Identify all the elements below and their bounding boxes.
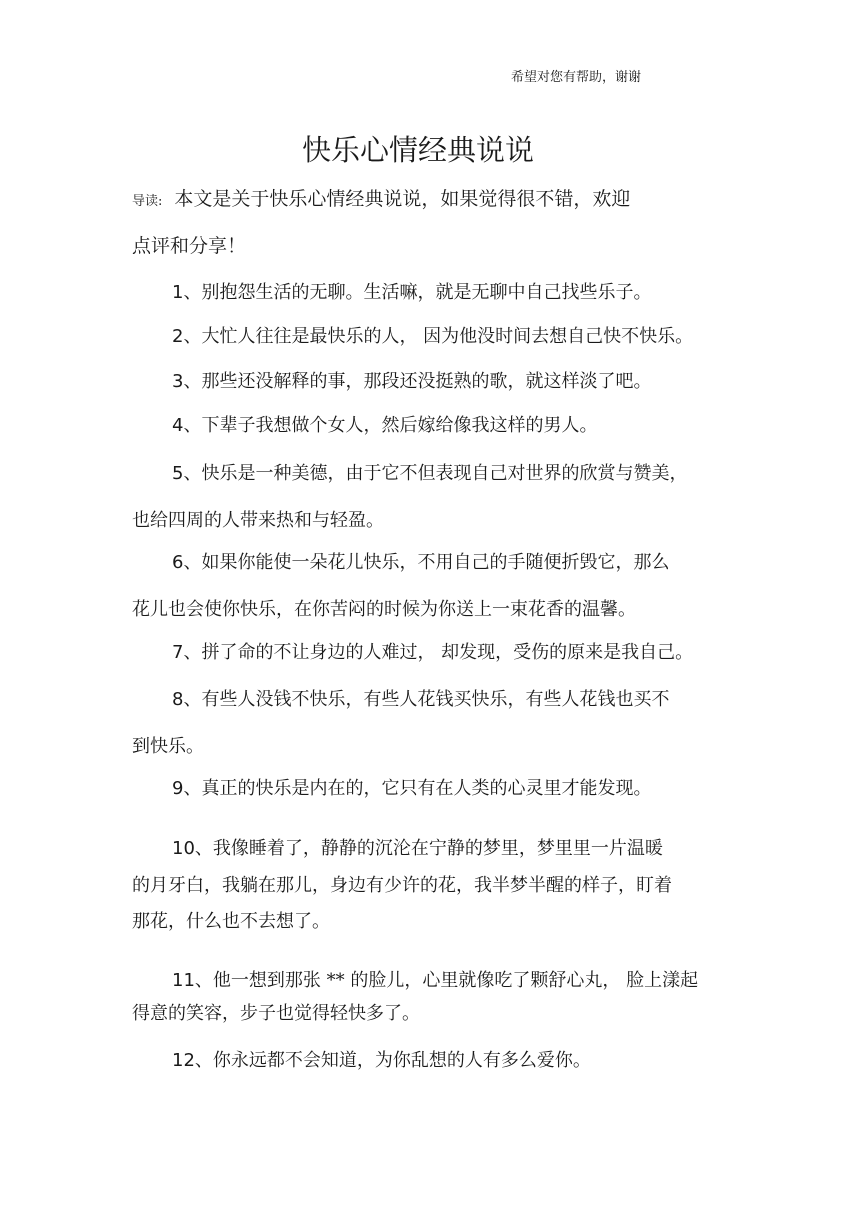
list-item xyxy=(172,411,597,437)
item-number: 11 xyxy=(172,970,195,991)
intro-first-line xyxy=(132,184,630,211)
item-text: 、我像睡着了，静静的沉沦在宁静的梦里，梦里里一片温暖 xyxy=(194,838,663,859)
item-text: 、别抱怨生活的无聊。生活嘛，就是无聊中自己找些乐子。 xyxy=(183,282,652,303)
intro-text: 本文是关于快乐心情经典说说，如果觉得很不错，欢迎 xyxy=(174,188,631,210)
item-text: 、快乐是一种美德，由于它不但表现自己对世界的欣赏与赞美， xyxy=(183,463,688,484)
list-item xyxy=(172,548,669,574)
list-item-continuation: 得意的笑容，步子也觉得轻快多了。 xyxy=(132,1003,420,1024)
item-number: 4 xyxy=(172,415,184,436)
item-text: 、你永远都不会知道，为你乱想的人有多么爱你。 xyxy=(194,1050,591,1071)
item-number: 7 xyxy=(172,642,184,663)
list-item-continuation: 也给四周的人带来热和与轻盈。 xyxy=(132,510,384,531)
list-item xyxy=(172,278,651,304)
item-number: 12 xyxy=(172,1050,195,1071)
item-text: 、大忙人往往是最快乐的人， 因为他没时间去想自己快不快乐。 xyxy=(183,326,694,347)
list-item xyxy=(172,774,651,800)
list-item xyxy=(172,322,693,348)
intro-second-line: 点评和分享！ xyxy=(132,235,247,257)
list-item-continuation: 到快乐。 xyxy=(132,736,204,757)
list-item xyxy=(172,638,693,664)
list-item xyxy=(172,685,669,711)
intro-label: 导读: xyxy=(132,194,163,209)
list-item xyxy=(172,966,698,992)
page-title: 快乐心情经典说说 xyxy=(301,133,534,167)
list-item xyxy=(172,1046,591,1072)
item-number: 8 xyxy=(172,689,184,710)
list-item-continuation: 那花，什么也不去想了。 xyxy=(132,911,330,932)
list-item-continuation: 花儿也会使你快乐，在你苦闷的时候为你送上一束花香的温馨。 xyxy=(132,599,636,620)
item-text: 、如果你能使一朵花儿快乐，不用自己的手随便折毁它，那么 xyxy=(183,552,670,573)
item-text: 、下辈子我想做个女人，然后嫁给像我这样的男人。 xyxy=(183,415,598,436)
item-text: 、他一想到那张 ** 的脸儿，心里就像吃了颗舒心丸， 脸上漾起 xyxy=(194,970,699,991)
item-text: 、那些还没解释的事，那段还没挺熟的歌，就这样淡了吧。 xyxy=(183,371,652,392)
item-number: 5 xyxy=(172,463,184,484)
item-number: 3 xyxy=(172,371,184,392)
item-number: 6 xyxy=(172,552,184,573)
list-item xyxy=(172,367,651,393)
item-text: 、有些人没钱不快乐，有些人花钱买快乐，有些人花钱也买不 xyxy=(183,689,670,710)
list-item-continuation: 的月牙白，我躺在那儿，身边有少许的花，我半梦半醒的样子，盯着 xyxy=(132,875,672,896)
item-text: 、真正的快乐是内在的，它只有在人类的心灵里才能发现。 xyxy=(183,778,652,799)
item-number: 1 xyxy=(172,282,184,303)
item-number: 2 xyxy=(172,326,184,347)
list-item xyxy=(172,459,687,485)
list-item xyxy=(172,834,663,860)
item-number: 9 xyxy=(172,778,184,799)
item-number: 10 xyxy=(172,838,195,859)
item-text: 、拼了命的不让身边的人难过， 却发现，受伤的原来是我自己。 xyxy=(183,642,694,663)
header-note: 希望对您有帮助，谢谢 xyxy=(511,70,642,85)
